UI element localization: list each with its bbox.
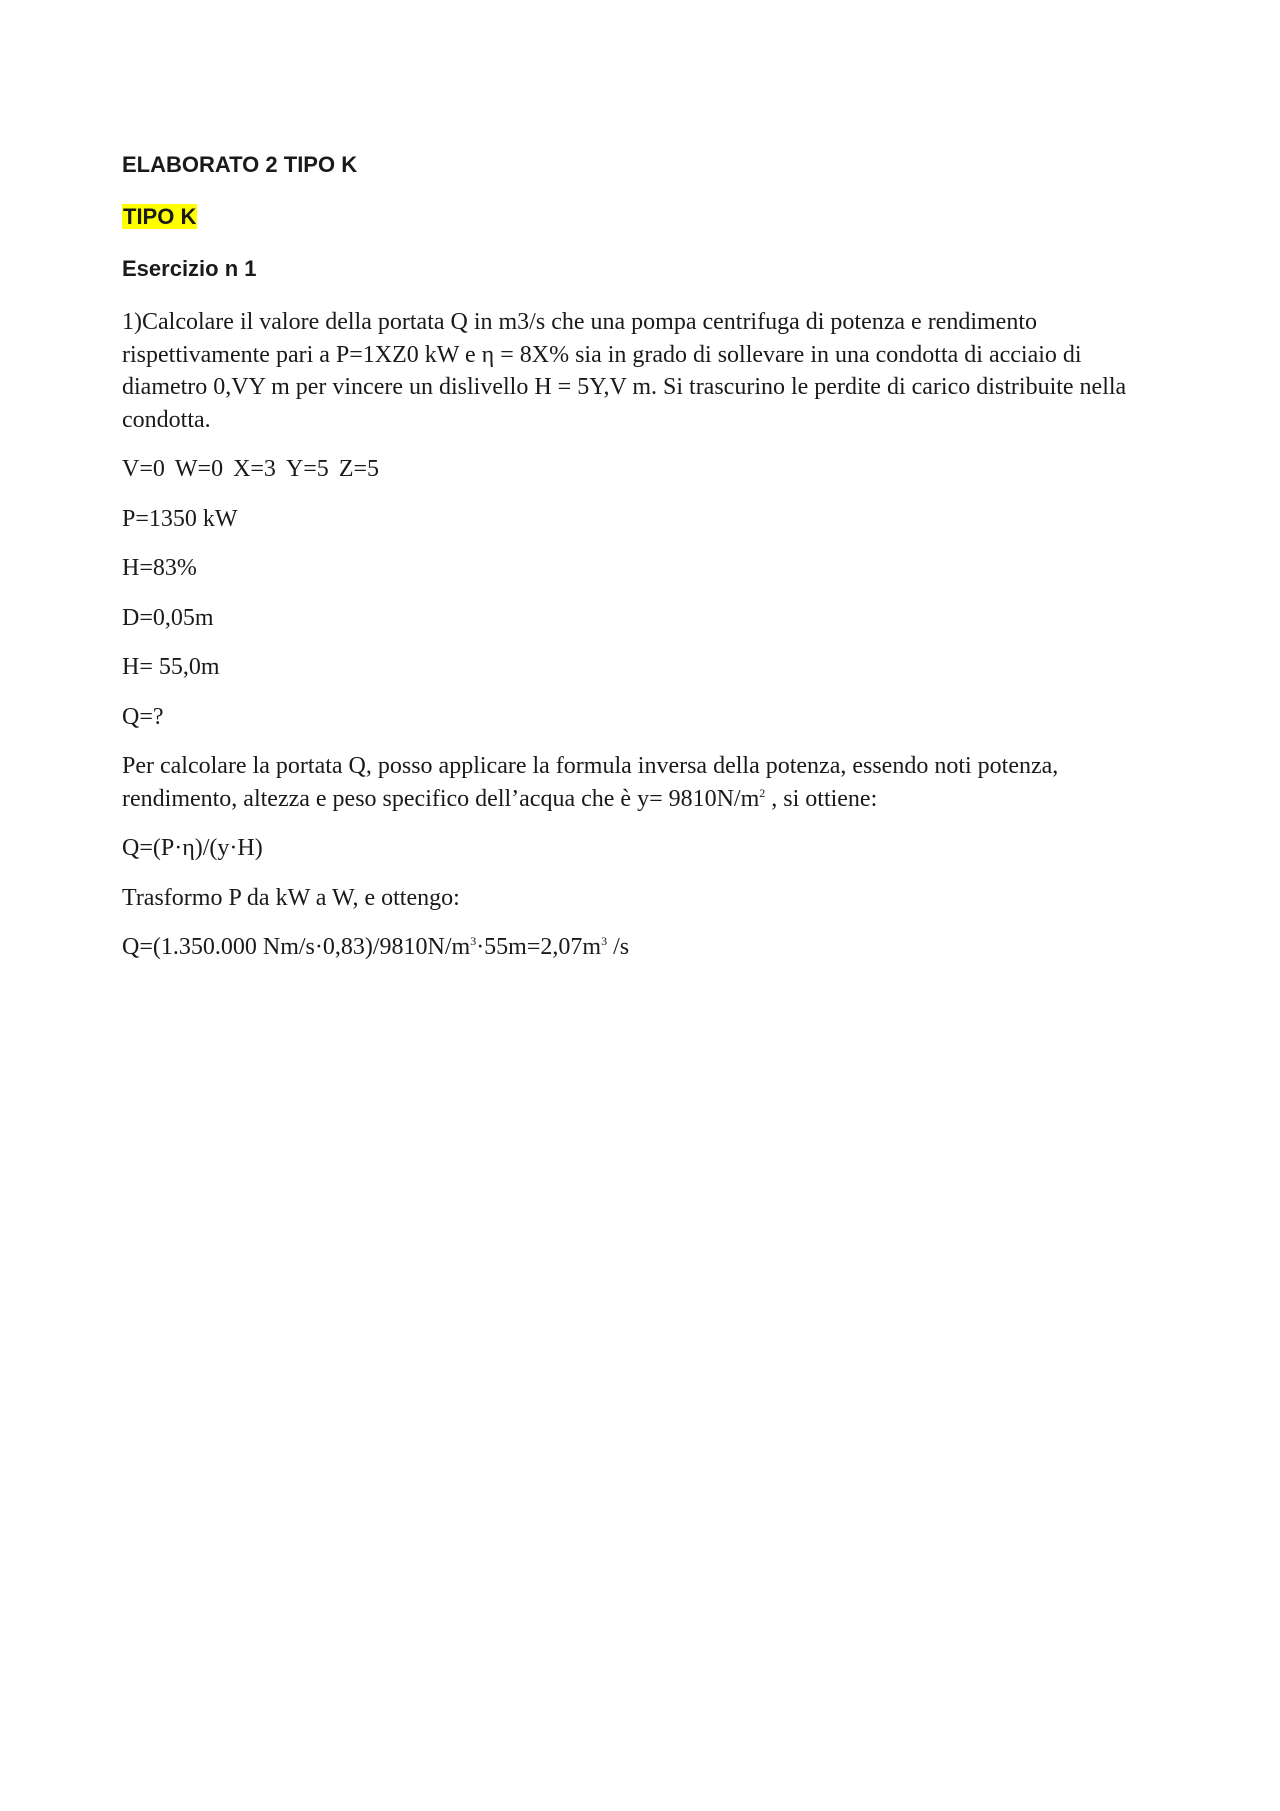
document-title: ELABORATO 2 TIPO K (122, 152, 358, 177)
variable-w: W=0 (174, 456, 224, 482)
explanation-tail: , si ottiene: (765, 785, 878, 812)
explanation-text: Per calcolare la portata Q, posso applicare la formula inversa della potenza, essendo noti potenza, rendimento, altezza e peso specifico dell’acqua che è y= 9810N/m (122, 753, 1059, 812)
result-part-1: Q=(1.350.000 Nm/s·0,83)/9810N/m (122, 934, 471, 960)
result-part-3: /s (607, 934, 630, 960)
result-part-2: ·55m=2,07m (476, 934, 602, 960)
result-calculation (122, 931, 1162, 964)
variable-z: Z=5 (338, 456, 380, 482)
type-heading (122, 202, 1162, 232)
given-power: P=1350 kW (122, 505, 238, 532)
given-diameter: D=0,05m (122, 604, 214, 631)
variable-x: X=3 (233, 456, 276, 482)
explanation-paragraph (122, 750, 1162, 815)
result-superscript-1: 3 (470, 934, 477, 948)
explanation-superscript: 2 (759, 785, 766, 800)
highlighted-type-label: TIPO K (123, 204, 197, 229)
variable-v: V=0 (122, 456, 165, 482)
problem-statement: 1)Calcolare il valore della portata Q in m3/s che una pompa centrifuga di potenza e rendimento rispettivamente pari a P=1XZ0 kW e η = 8X% sia in grado di sollevare in una condotta di acciaio di diametro 0,VY m per vincere un dislivello H = 5Y,V m. Si trascurino le perdite di carico distribuite nella condotta. (122, 309, 1127, 433)
unit-conversion-note: Trasformo P da kW a W, e ottengo: (122, 884, 460, 911)
document-page (122, 150, 1162, 981)
given-efficiency: H=83% (122, 555, 197, 581)
given-height: H= 55,0m (122, 654, 220, 680)
result-superscript-2: 3 (601, 934, 608, 948)
variable-assignments (122, 453, 1162, 486)
variable-y: Y=5 (285, 456, 329, 482)
flow-formula: Q=(P·η)/(y·H) (122, 835, 263, 861)
exercise-heading: Esercizio n 1 (122, 256, 257, 281)
unknown-flow: Q=? (122, 703, 164, 730)
